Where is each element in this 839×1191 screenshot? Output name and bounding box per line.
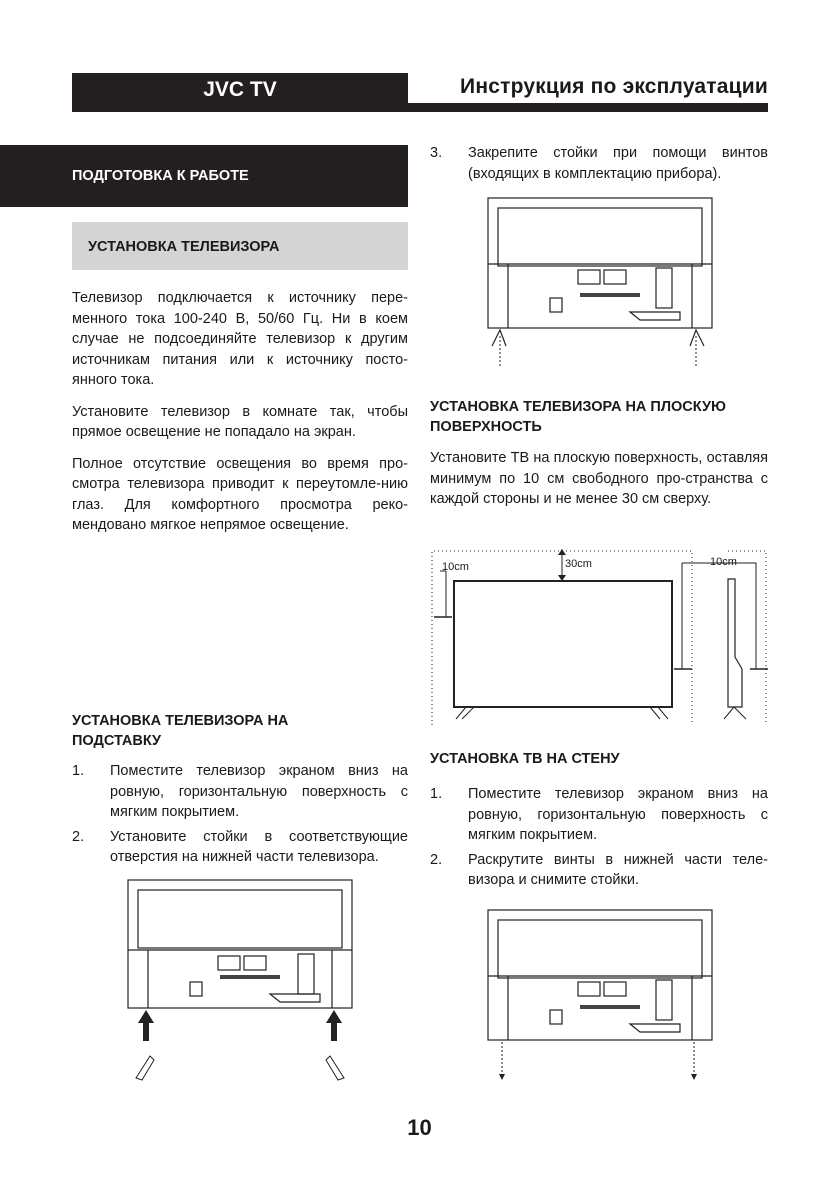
wall-steps bbox=[430, 784, 768, 891]
wall-heading: УСТАНОВКА ТВ НА СТЕНУ bbox=[430, 751, 620, 767]
section-title: ПОДГОТОВКА К РАБОТЕ bbox=[0, 145, 408, 207]
title-header bbox=[408, 73, 768, 112]
back-clearance-label: 10cm bbox=[710, 556, 737, 568]
list-item: 2. Раскрутите винты в нижней части теле-визора и снимите стойки. bbox=[430, 851, 768, 888]
clearance-diagram bbox=[430, 547, 770, 727]
list-item: 3. Закрепите стойки при помощи винтов (входящих в комплектацию прибора). bbox=[430, 145, 768, 182]
paragraph: Телевизор подключается к источнику пере-менного тока 100-240 В, 50/60 Гц. Ни в коем случае не подсоединяйте телевизор к другим источникам питания или к источнику посто-янного тока. bbox=[72, 290, 408, 388]
document-title: Инструкция по эксплуатации bbox=[460, 75, 768, 98]
tv-back-stand-diagram bbox=[120, 878, 360, 1088]
list-item: 1. Поместите телевизор экраном вниз на ровную, горизонтальную поверхность с мягким покрытием. bbox=[72, 763, 408, 820]
intro-text bbox=[72, 288, 408, 536]
flat-text: Установите ТВ на плоскую поверхность, оставляя минимум по 10 см свободного про-странства с каждой стороны и не менее 30 см сверху. bbox=[430, 450, 768, 507]
flat-heading: УСТАНОВКА ТЕЛЕВИЗОРА НА ПЛОСКУЮ ПОВЕРХНОСТЬ bbox=[430, 399, 726, 435]
list-item: 1. Поместите телевизор экраном вниз на ровную, горизонтальную поверхность с мягким покрытием. bbox=[430, 786, 768, 843]
tv-back-screws-diagram bbox=[480, 196, 720, 371]
stand-steps bbox=[72, 761, 408, 868]
subsection-title: УСТАНОВКА ТЕЛЕВИЗОРА bbox=[72, 222, 408, 270]
page-number: 10 bbox=[407, 1115, 432, 1140]
brand-header: JVC TV bbox=[72, 73, 408, 112]
step-3 bbox=[430, 143, 768, 184]
paragraph: Полное отсутствие освещения во время про-смотра телевизора приводит к переутомле-нию глаз. Для комфортного просмотра реко-мендовано мягкое непрямое освещение. bbox=[72, 455, 408, 533]
tv-back-remove-stand-diagram bbox=[480, 908, 720, 1083]
top-clearance-label: 30cm bbox=[565, 558, 592, 570]
side-clearance-label: 10cm bbox=[442, 561, 469, 573]
stand-heading: УСТАНОВКА ТЕЛЕВИЗОРА НА ПОДСТАВКУ bbox=[72, 713, 289, 749]
header-rule bbox=[408, 103, 768, 112]
paragraph: Установите телевизор в комнате так, чтобы прямое освещение не попадало на экран. bbox=[72, 403, 408, 440]
list-item: 2. Установите стойки в соответствующие отверстия на нижней части телевизора. bbox=[72, 828, 408, 865]
